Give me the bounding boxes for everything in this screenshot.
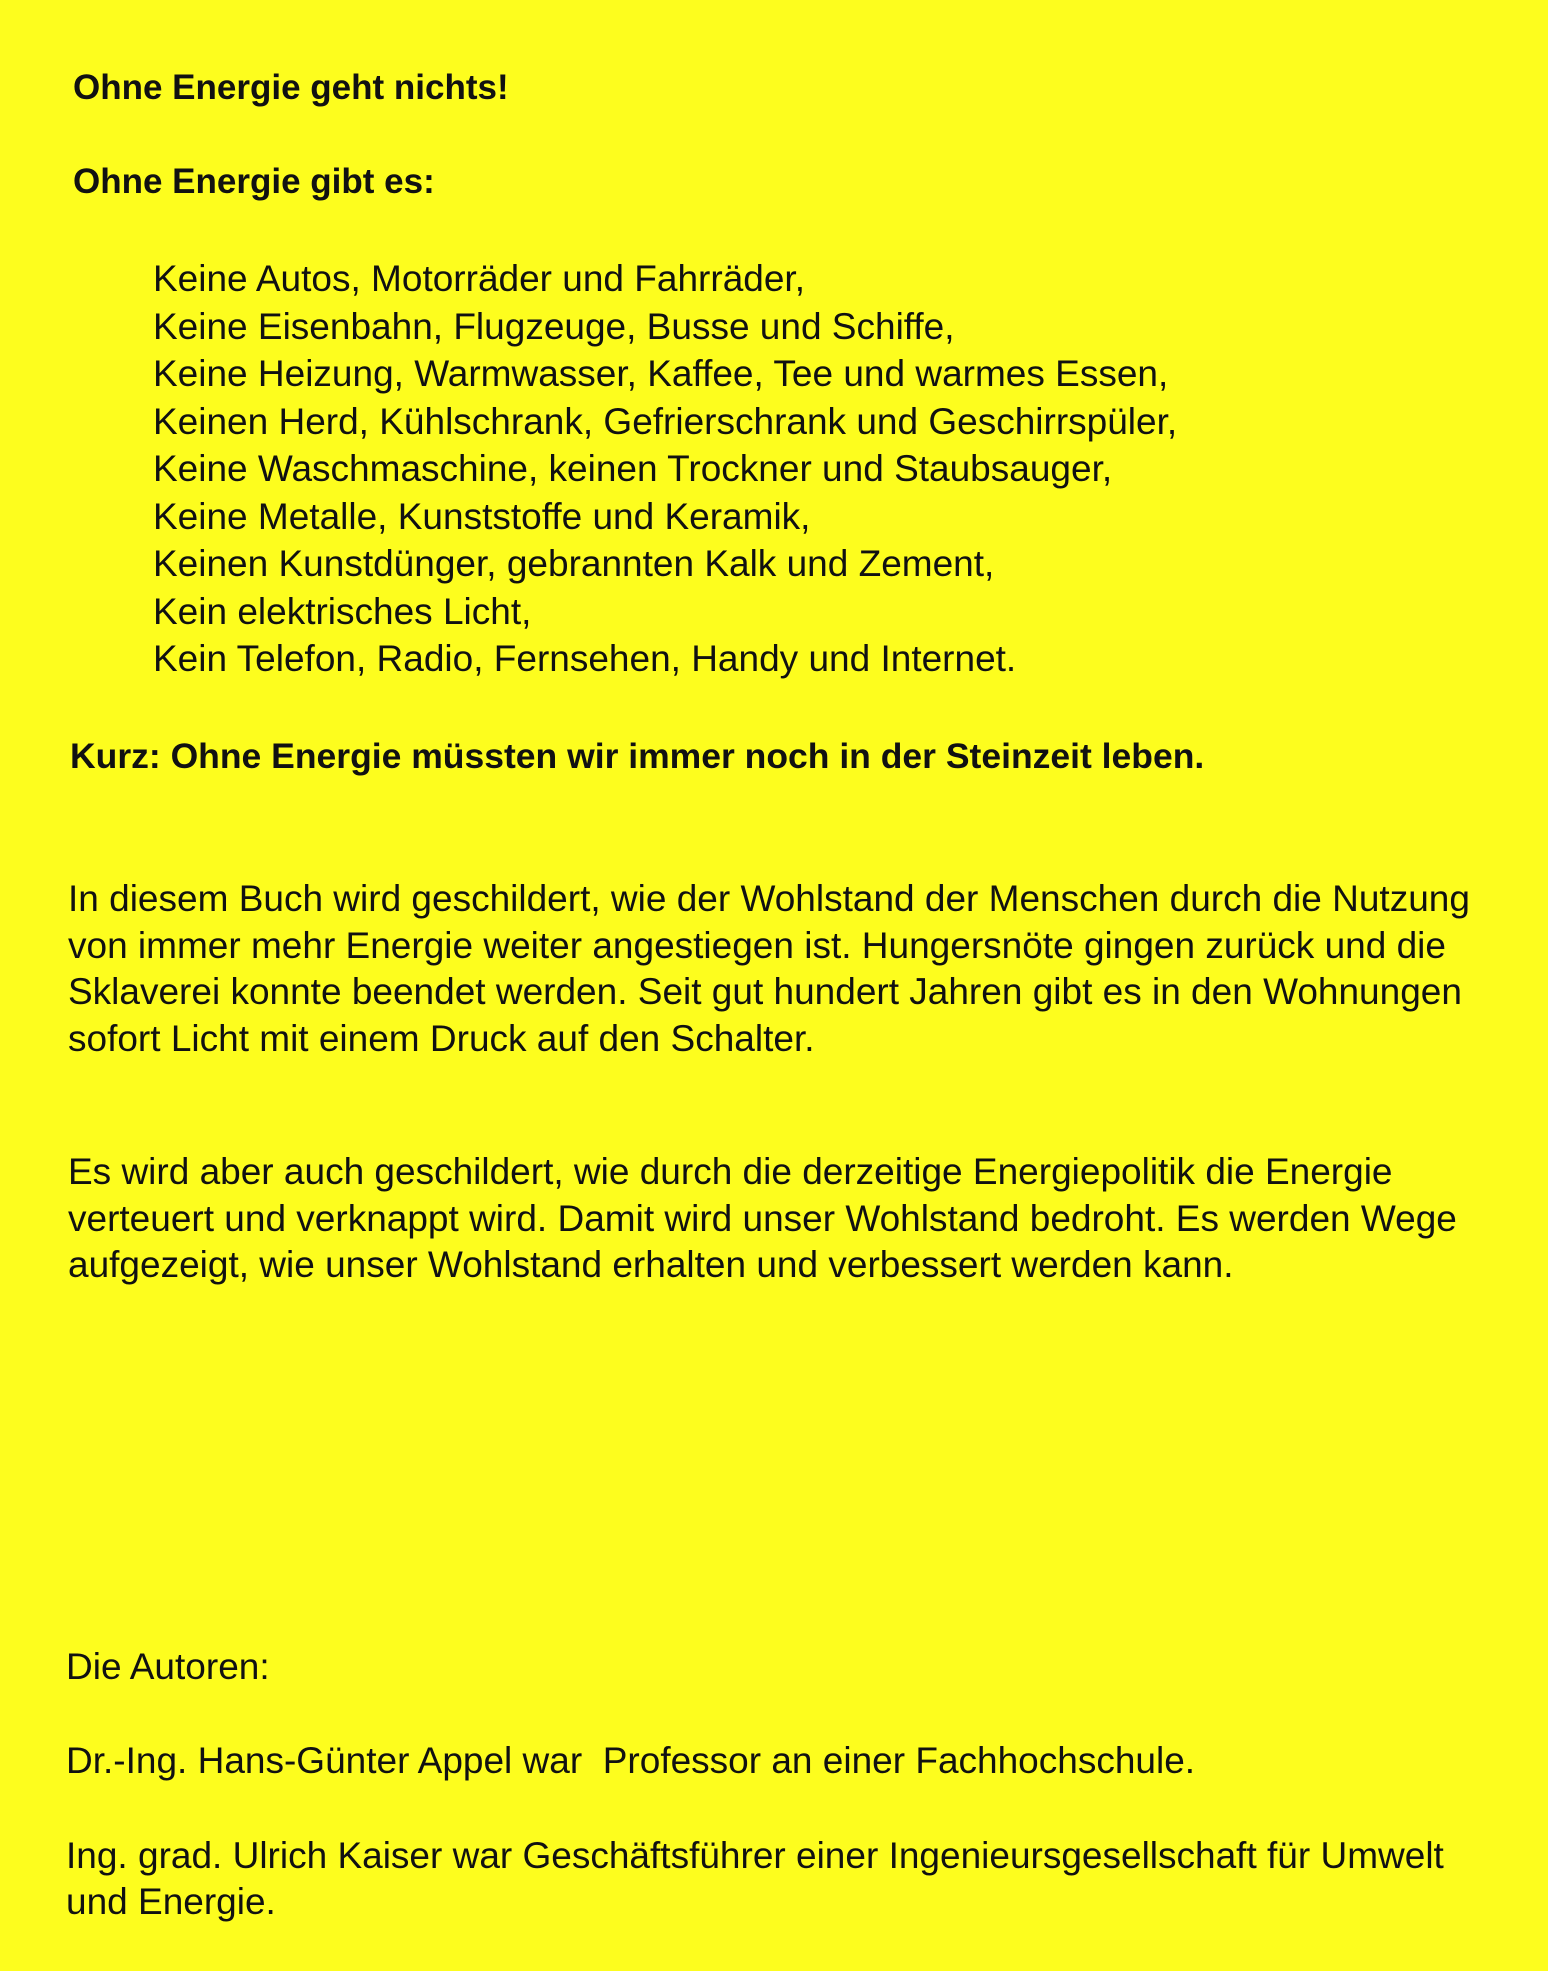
list-item: Keine Eisenbahn, Flugzeuge, Busse und Schiffe,: [153, 305, 955, 347]
list-item: Keinen Herd, Kühlschrank, Gefrierschrank und Geschirrspüler,: [153, 400, 1178, 442]
authors-heading: Die Autoren:: [66, 1646, 270, 1687]
list-item: Kein elektrisches Licht,: [153, 590, 532, 632]
title-heading: Ohne Energie geht nichts!: [73, 68, 509, 107]
list-item: Keine Waschmaschine, keinen Trockner und Staubsauger,: [153, 448, 1113, 489]
list-item: Keine Autos, Motorräder und Fahrräder,: [153, 258, 805, 299]
without-energy-list: [153, 255, 1177, 683]
description-paragraph-1: In diesem Buch wird geschildert, wie der Wohlstand der Menschen durch die Nutzung von immer mehr Energie weiter angestiegen ist. Hungersnöte gingen zurück und die Sklaverei konnte beendet werden. Seit gut hundert Jahren gibt es in den Wohnungen sofort Licht mit einem Druck auf den Schalter.: [68, 878, 1470, 1059]
list-item: Keine Heizung, Warmwasser, Kaffee, Tee und warmes Essen,: [153, 353, 1169, 394]
list-intro-heading: Ohne Energie gibt es:: [73, 162, 435, 201]
author-1-bio: Dr.-Ing. Hans-Günter Appel war Professor an einer Fachhochschule.: [66, 1740, 1196, 1781]
description-paragraph-2: Es wird aber auch geschildert, wie durch die derzeitige Energiepolitik die Energie verteuert und verknappt wird. Damit wird unser Wohlstand bedroht. Es werden Wege aufgezeigt, wie unser Wohlstand erhalten und verbessert werden kann.: [68, 1151, 1457, 1285]
list-item: Kein Telefon, Radio, Fernsehen, Handy und Internet.: [153, 638, 1017, 679]
author-2-bio: Ing. grad. Ulrich Kaiser war Geschäftsführer einer Ingenieursgesellschaft für Umwelt und Energie.: [66, 1835, 1444, 1922]
list-item: Keinen Kunstdünger, gebrannten Kalk und Zement,: [153, 543, 995, 584]
list-item: Keine Metalle, Kunststoffe und Keramik,: [153, 495, 811, 537]
summary-statement: Kurz: Ohne Energie müssten wir immer noch in der Steinzeit leben.: [70, 736, 1205, 776]
